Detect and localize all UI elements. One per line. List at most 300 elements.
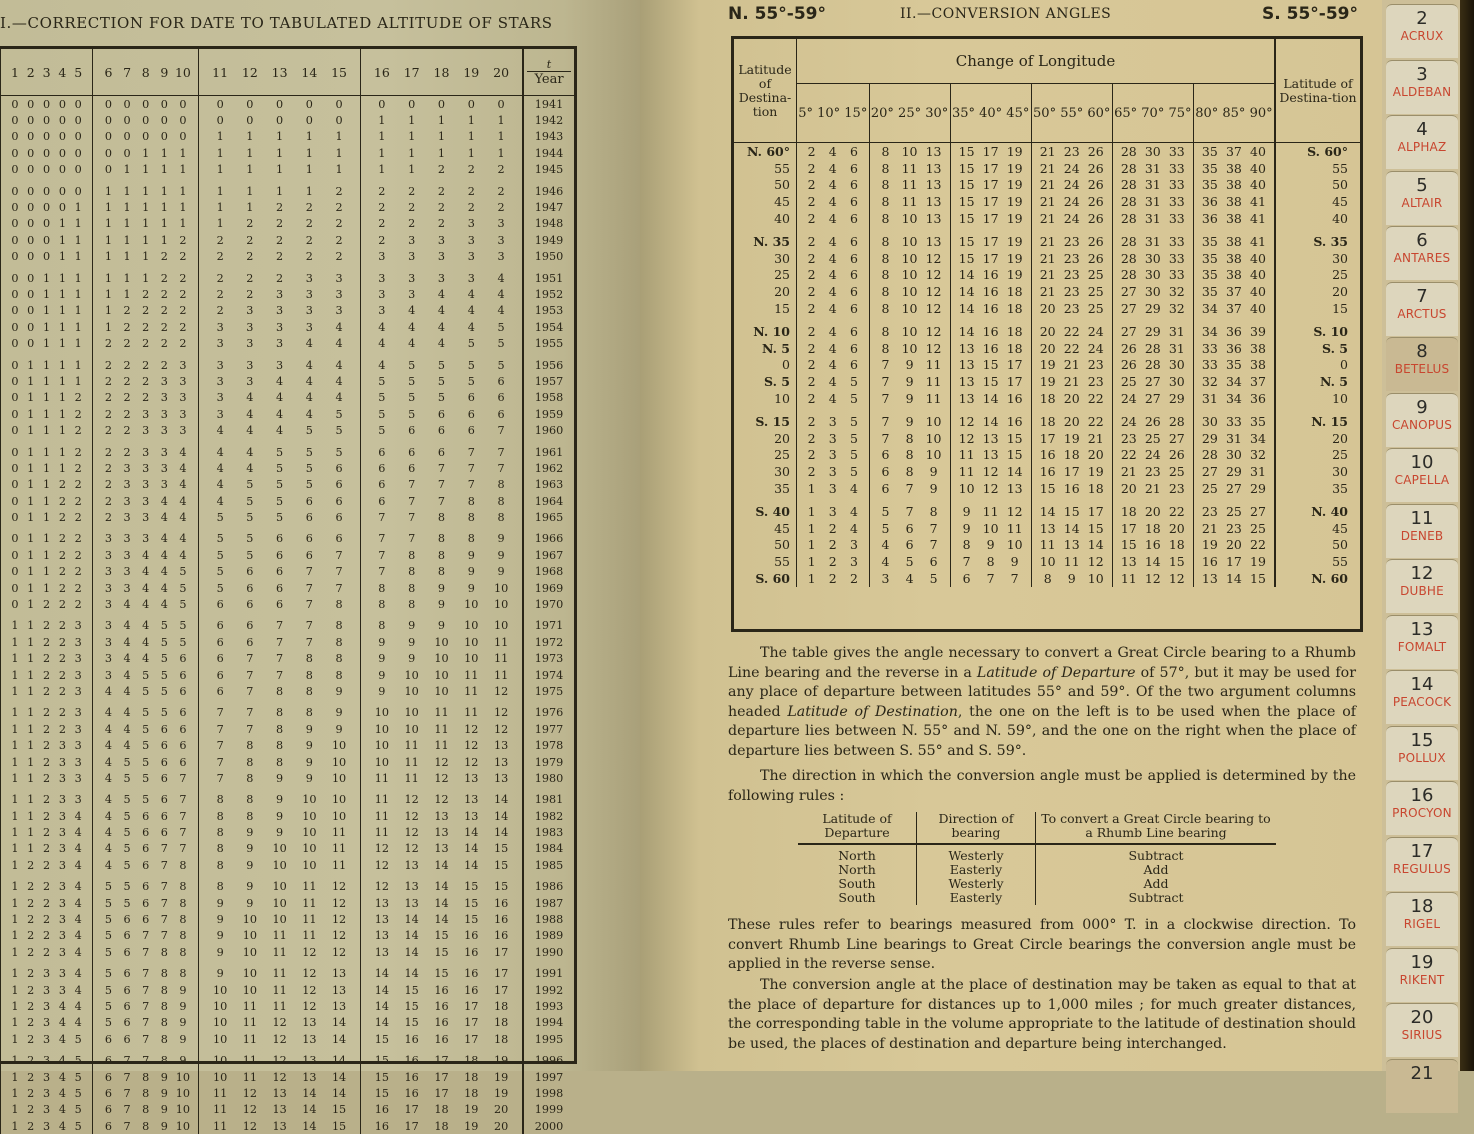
correction-value: 6 [179,755,187,769]
tab-number: 21 [1410,1062,1434,1084]
correction-value: 2 [123,391,131,405]
conversion-angle-value: 3 [828,481,837,497]
conversion-angle-value: 13 [925,177,942,193]
correction-value: 0 [123,114,131,128]
correction-value: 4 [497,304,505,318]
thumb-tab-dubhe[interactable] [1386,559,1458,613]
correction-value: 6 [335,511,343,525]
correction-value: 1 [104,304,113,318]
conversion-angle-value: 11 [1006,520,1023,536]
conversion-angle-value: 2 [807,340,816,356]
correction-value: 3 [179,424,187,438]
conversion-angle-value: 8 [905,430,914,446]
correction-value: 3 [74,722,82,736]
correction-value: 1 [11,755,19,769]
correction-value: 8 [276,739,284,753]
conversion-angle-value: 3 [849,537,858,553]
correction-value: 2 [43,619,51,633]
table-row [734,317,1360,340]
correction-value: 1 [43,548,51,562]
correction-value: 4 [58,1103,66,1117]
correction-value: 5 [246,511,254,525]
correction-value: 3 [216,391,224,405]
correction-value: 5 [179,565,187,579]
correction-value: 0 [43,146,51,160]
correction-value: 4 [160,532,168,546]
correction-value: 2 [58,684,66,698]
correction-value: 2 [123,358,131,372]
correction-value: 8 [305,652,313,666]
conversion-angle-value: 16 [982,267,999,283]
correction-value: 7 [305,619,313,633]
table-row [734,407,1360,430]
table-row [1,357,575,373]
conversion-angle-value: 10 [901,211,918,227]
latitude-left: 25 [734,447,797,464]
tab-star-name: PROCYON [1392,806,1452,820]
latitude-right: 30 [1275,463,1360,480]
conversion-angle-value: 15 [958,143,975,159]
thumb-tab-canopus[interactable] [1386,393,1458,447]
correction-value: 12 [242,1086,257,1100]
correction-value: 2 [216,250,224,264]
correction-value: 5 [104,880,113,894]
correction-value: 14 [404,913,419,927]
conversion-angle-value: 8 [881,250,890,266]
correction-value: 7 [142,967,150,981]
correction-value: 5 [74,1119,82,1133]
correction-value: 6 [160,722,168,736]
correction-value: 3 [142,494,150,508]
correction-value: 13 [434,842,449,856]
year-cell: 1999 [523,1102,574,1118]
correction-value: 4 [58,1119,66,1133]
conversion-angle-value: 12 [925,267,942,283]
conversion-angle-value: 29 [1144,301,1161,317]
thumb-tab-aldeban[interactable] [1386,60,1458,114]
correction-value: 14 [434,913,449,927]
correction-value: 16 [434,983,449,997]
tab-number: 17 [1410,840,1434,862]
conversion-angle-value: 14 [1087,537,1104,553]
thumb-tab-arctus[interactable] [1386,282,1458,336]
correction-value: 1 [305,163,313,177]
correction-value: 3 [74,793,82,807]
correction-value: 14 [464,842,479,856]
conversion-angle-value: 2 [807,464,816,480]
correction-value: 6 [123,945,131,959]
table-row [1,319,575,335]
conversion-angle-value: 27 [1120,323,1137,339]
conversion-angle-value: 18 [1087,481,1104,497]
correction-value: 1 [43,445,51,459]
correction-value: 2 [179,320,187,334]
correction-value: 13 [272,1086,287,1100]
correction-value: 5 [276,461,284,475]
year-cell: 1996 [523,1052,574,1068]
correction-value: 7 [160,842,168,856]
correction-value: 8 [160,967,168,981]
conversion-angle-value: 31 [1225,430,1242,446]
correction-value: 0 [305,114,313,128]
conversion-angle-value: 4 [828,160,837,176]
rule-row [798,844,1276,863]
conversion-angle-value: 16 [1039,447,1056,463]
correction-value: 1 [74,217,82,231]
conversion-angle-value: 11 [982,503,999,519]
tab-number: 7 [1416,285,1428,307]
conversion-angle-value: 16 [1039,464,1056,480]
correction-value: 4 [216,478,224,492]
thumb-tab-sirius[interactable] [1386,1003,1458,1057]
correction-value: 0 [27,130,35,144]
conversion-angle-value: 8 [905,464,914,480]
correction-value: 14 [331,1070,347,1084]
year-cell: 1992 [523,982,574,998]
thumb-tab-betelus[interactable] [1386,337,1458,391]
correction-value: 8 [497,494,505,508]
correction-value: 15 [331,1103,347,1117]
year-cell: 1945 [523,162,574,178]
conversion-angle-value: 35 [1201,250,1218,266]
correction-value: 8 [437,565,446,579]
conversion-angle-value: 19 [1006,233,1023,249]
correction-value: 7 [160,896,168,910]
correction-value: 2 [142,304,150,318]
correction-value: 12 [493,722,509,736]
correction-value: 8 [160,1032,168,1046]
correction-value: 3 [58,983,66,997]
conversion-angle-value: 18 [1006,340,1023,356]
correction-value: 1 [104,250,113,264]
correction-value: 0 [11,271,19,285]
conversion-angle-value: 10 [901,250,918,266]
correction-value: 8 [179,967,187,981]
correction-value: 1 [27,461,35,475]
thumb-tab-peacock[interactable] [1386,670,1458,724]
correction-value: 1 [43,461,51,475]
latitude-right: 15 [1275,300,1360,317]
year-cell: 1961 [523,444,574,460]
correction-value: 11 [242,1032,257,1046]
thumb-tab-antares[interactable] [1386,226,1458,280]
conversion-angle-value: 17 [1006,374,1023,390]
latitude-right: N. 40 [1275,497,1360,520]
table-row [734,193,1360,210]
correction-value: 3 [58,809,66,823]
correction-value: 1 [179,184,187,198]
correction-value: 2 [27,1119,35,1133]
table-row [1,667,575,683]
correction-value: 17 [434,1054,449,1068]
thumb-tab-21[interactable] [1386,1059,1458,1113]
correction-value: 0 [11,304,19,318]
correction-value: 10 [242,929,257,943]
correction-value: 0 [104,146,113,160]
correction-value: 2 [27,929,35,943]
conversion-angle-value: 8 [881,211,890,227]
correction-value: 5 [378,424,386,438]
correction-value: 3 [246,337,254,351]
conversion-angle-value: 15 [982,374,999,390]
correction-value: 2 [123,320,131,334]
correction-value: 3 [276,358,284,372]
correction-value: 4 [74,826,82,840]
conversion-angle-value: 4 [828,250,837,266]
correction-value: 3 [142,478,150,492]
correction-value: 1 [246,146,254,160]
thumb-tab-rikent[interactable] [1386,948,1458,1002]
correction-value: 3 [123,565,131,579]
conversion-angle-value: 28 [1120,211,1137,227]
conversion-angle-value: 14 [958,284,975,300]
correction-value: 3 [58,896,66,910]
conversion-angle-value: 8 [881,194,890,210]
latitude-right: S. 35 [1275,227,1360,250]
correction-value: 0 [142,97,150,111]
correction-value: 7 [497,461,505,475]
correction-value: 8 [335,619,343,633]
conversion-angle-value: 23 [1087,374,1104,390]
correction-value: 15 [464,880,479,894]
correction-value: 0 [43,233,51,247]
correction-value: 0 [74,163,82,177]
thumb-tab-procyon[interactable] [1386,781,1458,835]
correction-value: 3 [408,233,416,247]
thumb-tab-rigel[interactable] [1386,892,1458,946]
correction-value: 5 [305,445,313,459]
table-row [1,564,575,580]
correction-value: 9 [179,1054,187,1068]
thumb-tab-pollux[interactable] [1386,726,1458,780]
conversion-angle-value: 3 [828,503,837,519]
correction-value: 1 [11,983,19,997]
conversion-angle-value: 9 [929,464,938,480]
correction-value: 0 [27,320,35,334]
latitude-left: 35 [734,480,797,497]
correction-value: 6 [179,684,187,698]
correction-value: 7 [160,880,168,894]
correction-value: 2 [58,511,66,525]
table-row [734,227,1360,250]
correction-value: 13 [404,896,419,910]
correction-value: 9 [246,826,254,840]
conversion-angle-value: 1 [807,503,816,519]
correction-value: 18 [493,1032,509,1046]
correction-value: 8 [305,668,313,682]
conversion-angle-value: 30 [1144,284,1161,300]
table-row [1,249,575,265]
correction-value: 2 [335,233,343,247]
year-cell: 1994 [523,1015,574,1031]
correction-value: 10 [213,1016,228,1030]
correction-value: 18 [493,1000,509,1013]
correction-value: 9 [276,771,284,785]
correction-value: 7 [378,511,386,525]
correction-value: 3 [43,983,51,997]
correction-value: 2 [43,793,51,807]
correction-value: 12 [302,1000,317,1013]
correction-value: 1 [43,304,51,318]
conversion-angle-value: 4 [849,481,858,497]
correction-value: 1 [27,826,35,840]
correction-value: 3 [179,407,187,421]
conversion-angle-value: 15 [982,357,999,373]
table-row [1,770,575,786]
conversion-angle-value: 1 [807,571,816,587]
correction-value: 0 [11,201,19,215]
latitude-left: N. 60° [734,143,797,160]
correction-value: 3 [58,929,66,943]
conversion-angle-value: 14 [1039,503,1056,519]
correction-value: 2 [27,858,35,872]
conversion-angle-value: 40 [1250,160,1266,176]
correction-value: 0 [11,184,19,198]
conversion-angle-value: 22 [1168,503,1185,519]
conversion-angle-value: 33 [1201,357,1218,373]
correction-value: 8 [335,668,343,682]
correction-value: 1 [27,424,35,438]
correction-value: 17 [434,1070,449,1084]
paragraph-direction-rules: The direction in which the conversion angle must be applied is determined by the following rules : [728,768,1356,804]
conversion-angle-value: 11 [901,194,918,210]
conversion-angle-value: 15 [958,250,975,266]
correction-value: 7 [179,809,187,823]
correction-value: 0 [276,114,284,128]
correction-value: 5 [142,668,150,682]
year-cell: 1976 [523,705,574,721]
correction-value: 2 [58,706,66,720]
thumb-tab-fomalt[interactable] [1386,615,1458,669]
correction-value: 15 [374,1070,389,1084]
correction-value: 6 [497,407,505,421]
conversion-angle-value: 6 [849,284,858,300]
correction-value: 10 [434,635,449,649]
correction-value: 7 [437,478,446,492]
correction-value: 6 [335,494,343,508]
correction-value: 4 [104,706,113,720]
correction-value: 1 [408,114,416,128]
correction-value: 5 [276,511,284,525]
latitude-right: 20 [1275,283,1360,300]
thumb-tab-altair[interactable] [1386,171,1458,225]
thumb-tab-alphaz[interactable] [1386,115,1458,169]
thumb-tab-regulus[interactable] [1386,837,1458,891]
correction-value: 11 [374,826,389,840]
correction-value: 5 [246,548,254,562]
correction-value: 9 [378,652,386,666]
conversion-angle-value: 10 [925,430,942,446]
year-cell: 1984 [523,841,574,857]
table-row [1,531,575,547]
table-row [734,340,1360,357]
correction-value: 9 [276,809,284,823]
conversion-angle-value: 33 [1168,177,1185,193]
conversion-angle-value: 4 [828,267,837,283]
correction-value: 0 [11,445,19,459]
year-cell: 1988 [523,911,574,927]
thumb-tab-acrux[interactable] [1386,4,1458,58]
correction-value: 2 [27,1054,35,1068]
conversion-angle-value: 13 [925,160,942,176]
conversion-angle-value: 13 [958,391,975,407]
correction-value: 1 [142,271,150,285]
table-row [1,199,575,215]
correction-value: 6 [276,548,284,562]
conversion-angle-value: 7 [881,413,890,429]
correction-value: 6 [216,684,224,698]
correction-value: 14 [493,826,509,840]
correction-value: 18 [434,1119,449,1133]
correction-value: 2 [74,407,82,421]
conversion-angle-value: 9 [905,374,914,390]
table-row [1,651,575,667]
correction-value: 3 [437,271,446,285]
correction-value: 13 [464,793,479,807]
table-row [1,96,575,113]
longitude-group-header: 5° 10° 15° [797,84,870,143]
correction-value: 4 [497,271,505,285]
correction-value: 6 [497,391,505,405]
year-cell: 1968 [523,564,574,580]
correction-value: 8 [305,706,313,720]
conversion-angle-value: 32 [1168,284,1185,300]
correction-value: 8 [216,858,224,872]
thumb-tab-capella[interactable] [1386,448,1458,502]
conversion-angle-value: 5 [849,374,858,390]
correction-value: 12 [331,896,347,910]
correction-value: 0 [11,97,19,111]
conversion-angle-value: 7 [881,374,890,390]
rule-latitude: North [838,848,876,863]
header-latitude-north: N. 55°-59° [728,4,826,24]
conversion-angle-value: 23 [1063,267,1080,283]
conversion-angle-value: 15 [958,177,975,193]
correction-value: 1 [160,201,168,215]
correction-value: 2 [43,842,51,856]
correction-value: 1 [104,320,113,334]
correction-value: 6 [104,1119,113,1133]
conversion-angle-value: 10 [901,284,918,300]
conversion-angle-value: 20 [1087,447,1104,463]
correction-value: 6 [378,461,386,475]
correction-value: 7 [142,1054,150,1068]
conversion-angle-value: 11 [925,391,942,407]
correction-value: 0 [43,184,51,198]
correction-value: 4 [74,945,82,959]
longitude-group-header: 20° 25° 30° [869,84,950,143]
conversion-angle-value: 7 [929,520,938,536]
correction-value: 7 [305,598,313,612]
conversion-angles-table [731,36,1363,632]
correction-value: 2 [43,598,51,612]
correction-value: 1 [27,391,35,405]
year-cell: 1950 [523,249,574,265]
year-cell: 1948 [523,216,574,232]
table-row [1,737,575,753]
conversion-angle-value: 10 [901,267,918,283]
correction-value: 1 [123,184,131,198]
conversion-angle-value: 26 [1087,143,1104,159]
conversion-angle-value: 22 [1120,447,1137,463]
correction-value: 3 [216,374,224,388]
correction-value: 8 [467,511,475,525]
correction-value: 0 [11,358,19,372]
thumb-tab-deneb[interactable] [1386,504,1458,558]
correction-value: 1 [27,722,35,736]
correction-value: 2 [179,287,187,301]
conversion-angle-value: 20 [1063,413,1080,429]
